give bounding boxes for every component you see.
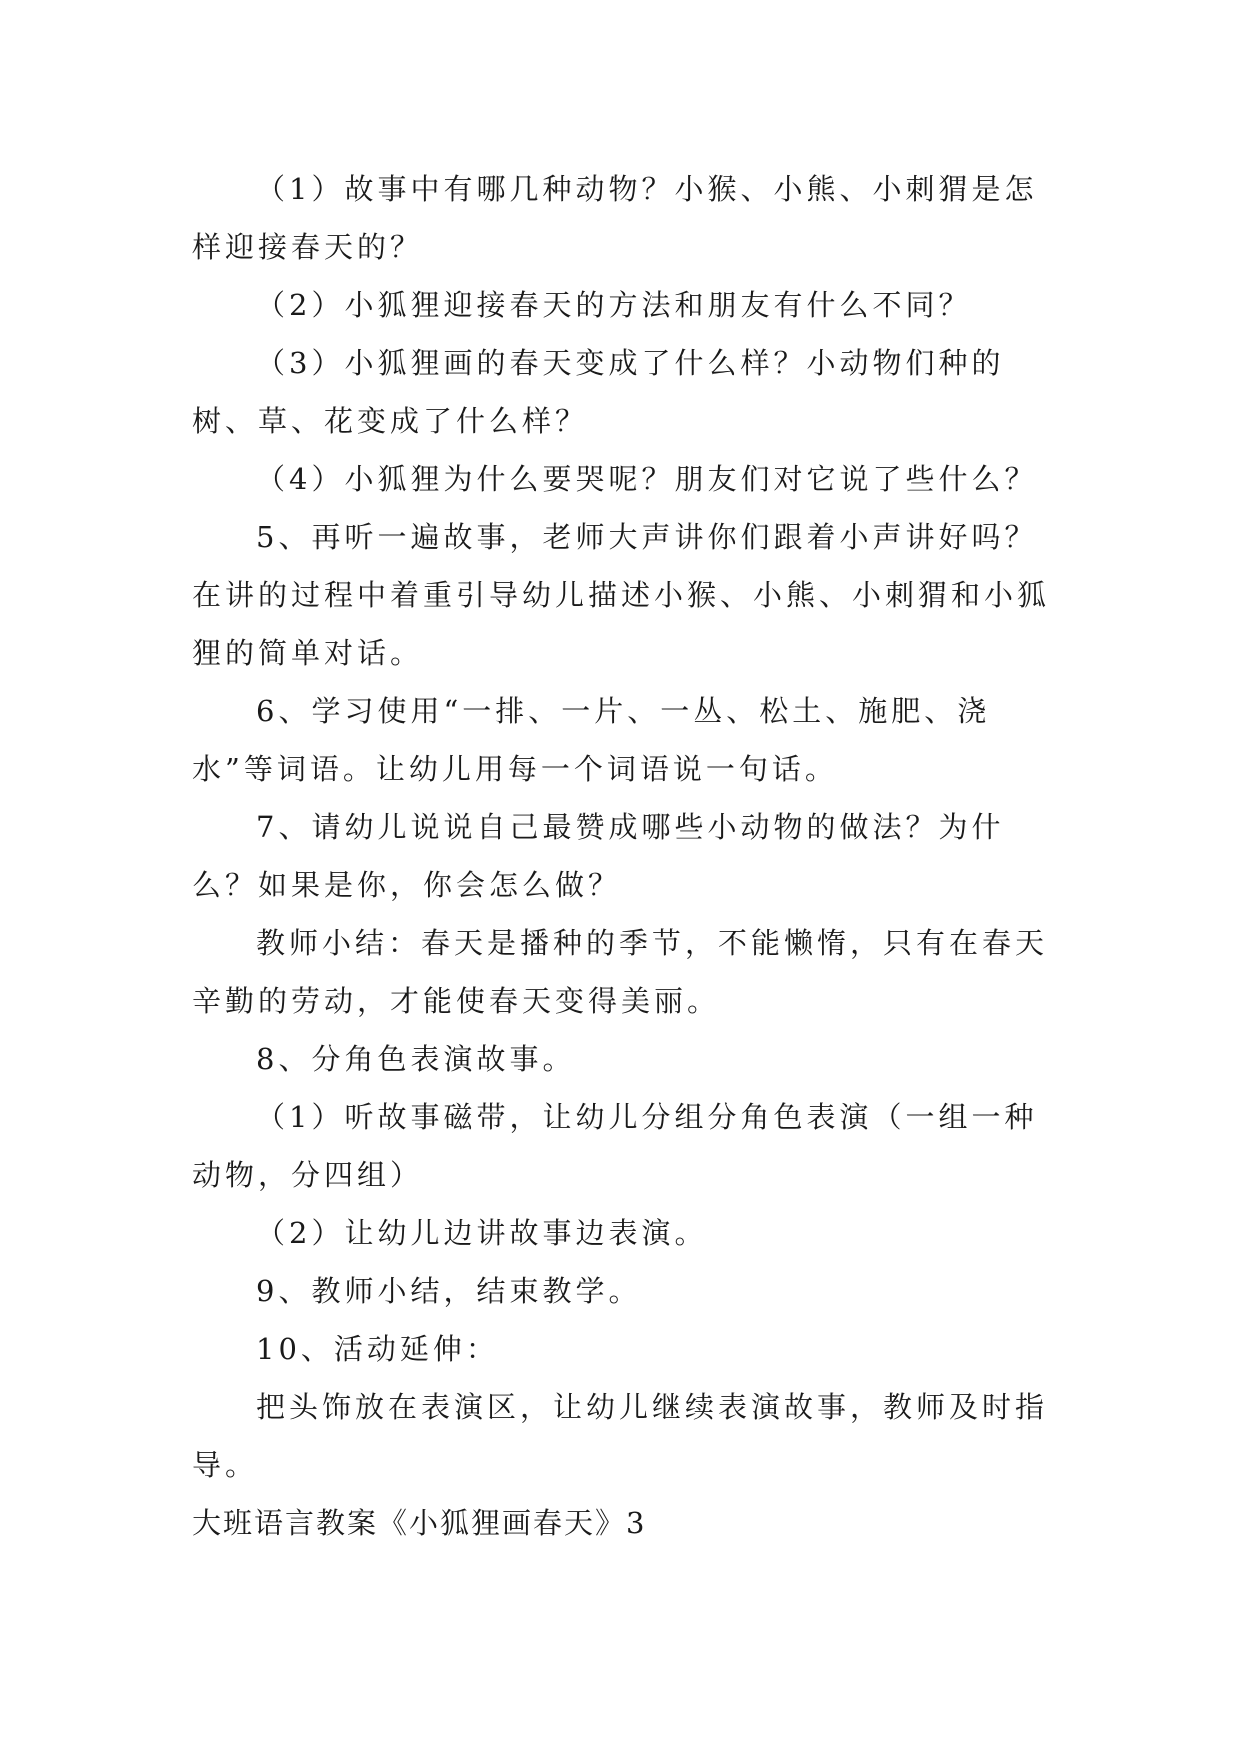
section-title: 大班语言教案《小狐狸画春天》3 — [192, 1506, 647, 1540]
paragraph-step-8-2: （2）让幼儿边讲故事边表演。 — [256, 1216, 708, 1250]
paragraph-extension: 把头饰放在表演区，让幼儿继续表演故事，教师及时指导。 — [192, 1390, 1049, 1482]
document-body — [192, 160, 1052, 1552]
paragraph-question-3: （3）小狐狸画的春天变成了什么样？小动物们种的树、草、花变成了什么样？ — [192, 346, 1005, 438]
paragraph-step-9: 9、教师小结，结束教学。 — [256, 1274, 642, 1308]
paragraph-teacher-summary: 教师小结：春天是播种的季节，不能懒惰，只有在春天辛勤的劳动，才能使春天变得美丽。 — [192, 926, 1049, 1018]
paragraph-step-7: 7、请幼儿说说自己最赞成哪些小动物的做法？为什么？如果是你，你会怎么做？ — [192, 810, 1005, 902]
paragraph-step-8-1: （1）听故事磁带，让幼儿分组分角色表演（一组一种动物，分四组） — [192, 1100, 1038, 1192]
paragraph-question-2: （2）小狐狸迎接春天的方法和朋友有什么不同？ — [256, 288, 972, 322]
paragraph-question-1: （1）故事中有哪几种动物？小猴、小熊、小刺猬是怎样迎接春天的？ — [192, 172, 1038, 264]
paragraph-step-10: 10、活动延伸： — [256, 1332, 499, 1366]
paragraph-step-8: 8、分角色表演故事。 — [256, 1042, 576, 1076]
paragraph-question-4: （4）小狐狸为什么要哭呢？朋友们对它说了些什么？ — [256, 462, 1038, 496]
paragraph-step-5: 5、再听一遍故事，老师大声讲你们跟着小声讲好吗？在讲的过程中着重引导幼儿描述小猴、小熊、小刺猬和小狐狸的简单对话。 — [192, 520, 1051, 670]
paragraph-step-6: 6、学习使用“一排、一片、一丛、松土、施肥、浇水”等词语。让幼儿用每一个词语说一句话。 — [192, 694, 991, 786]
